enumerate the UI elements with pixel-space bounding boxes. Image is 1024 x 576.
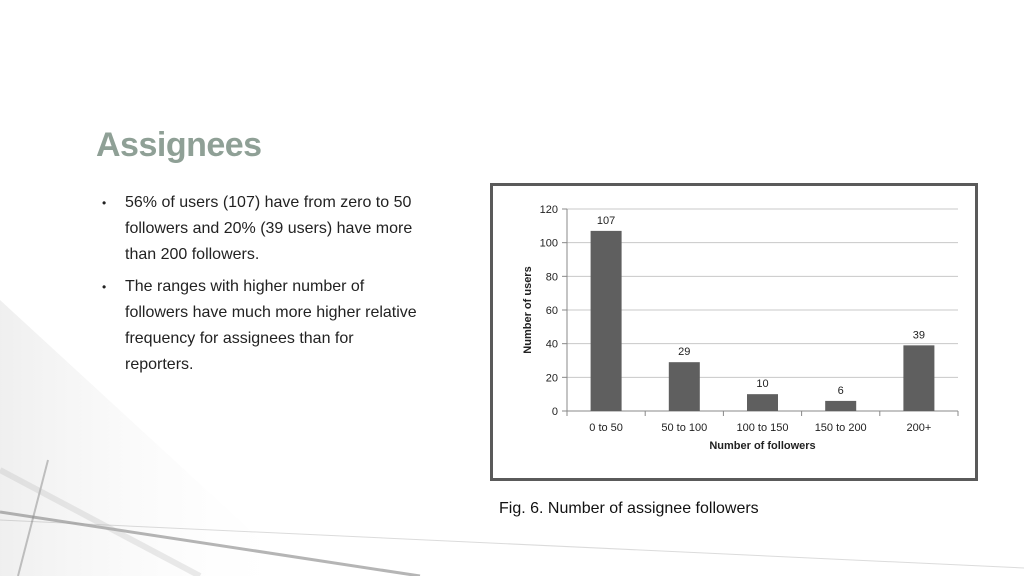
x-tick-label: 100 to 150 bbox=[736, 422, 789, 434]
bar bbox=[825, 401, 856, 411]
x-tick-label: 50 to 100 bbox=[661, 422, 708, 434]
data-label: 107 bbox=[596, 214, 616, 227]
bullet-marker: • bbox=[102, 196, 107, 210]
data-label: 6 bbox=[837, 384, 844, 397]
x-tick-label: 0 to 50 bbox=[589, 422, 623, 434]
y-tick-label: 0 bbox=[551, 406, 558, 418]
y-tick-label: 100 bbox=[539, 237, 558, 250]
slide-title: Assignees bbox=[96, 126, 262, 164]
data-label: 39 bbox=[912, 329, 926, 342]
figure-caption: Fig. 6. Number of assignee followers bbox=[499, 500, 759, 517]
bar bbox=[669, 362, 700, 411]
bullet-text: The ranges with higher number of followers have much more higher relative frequency for assignees than for reporters. bbox=[125, 278, 417, 373]
y-tick-label: 20 bbox=[545, 372, 558, 385]
bar bbox=[903, 345, 934, 411]
y-axis-title: Number of users bbox=[522, 266, 534, 354]
y-tick-label: 80 bbox=[545, 271, 558, 284]
data-label: 29 bbox=[678, 346, 691, 359]
bullet-item bbox=[102, 190, 422, 268]
bullet-text: 56% of users (107) have from zero to 50 followers and 20% (39 users) have more than 200 followers. bbox=[125, 194, 413, 263]
bar-chart bbox=[493, 186, 975, 478]
x-axis-title: Number of followers bbox=[709, 440, 816, 452]
bullet-item bbox=[102, 274, 422, 378]
bullet-list bbox=[102, 190, 422, 384]
bar bbox=[591, 231, 622, 411]
chart-frame bbox=[490, 183, 978, 481]
data-label: 10 bbox=[756, 378, 769, 391]
bullet-marker: • bbox=[102, 280, 107, 294]
x-tick-label: 200+ bbox=[906, 422, 932, 434]
x-tick-label: 150 to 200 bbox=[814, 422, 867, 434]
y-tick-label: 120 bbox=[539, 204, 558, 216]
y-tick-label: 60 bbox=[545, 305, 558, 317]
bar bbox=[747, 394, 778, 411]
y-tick-label: 40 bbox=[545, 338, 558, 351]
